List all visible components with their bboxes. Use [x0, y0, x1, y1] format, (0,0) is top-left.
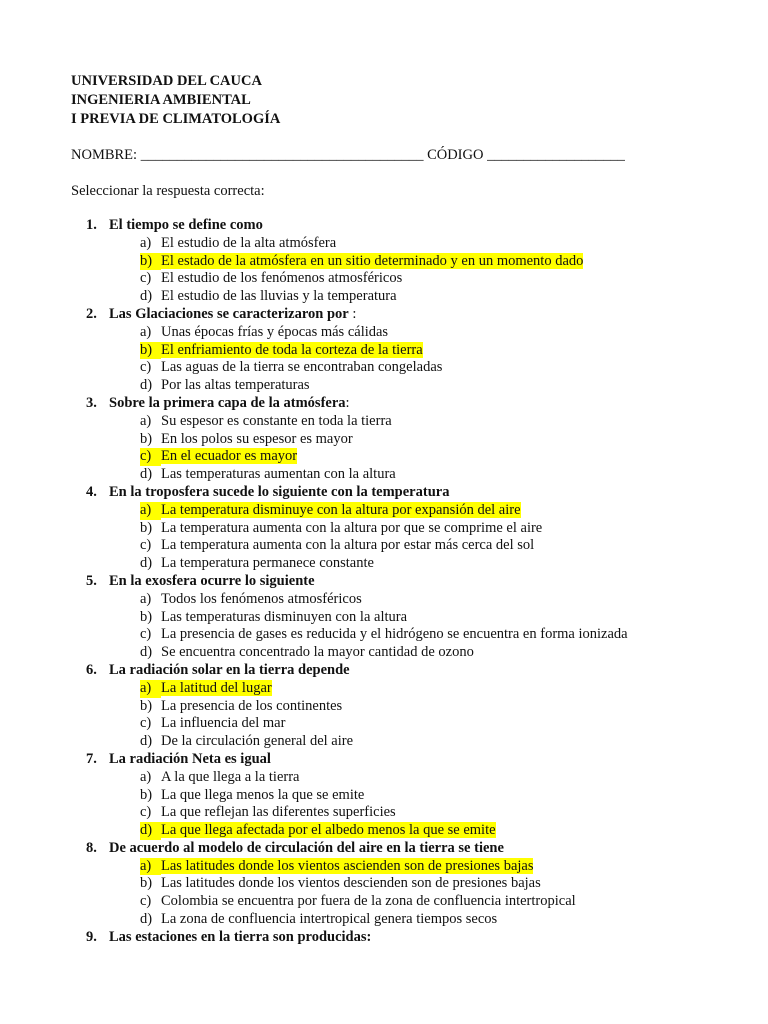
question-text: Sobre la primera capa de la atmósfera — [109, 394, 346, 411]
option-letter: b) — [140, 342, 161, 360]
answer-option-highlighted — [71, 253, 711, 271]
option-list — [71, 413, 711, 484]
option-letter: a) — [140, 234, 152, 251]
option-text: El enfriamiento de toda la corteza de la tierra — [161, 341, 423, 358]
answer-option — [71, 235, 711, 253]
option-text: A la que llega a la tierra — [161, 768, 300, 785]
question-item — [71, 395, 711, 484]
answer-option — [71, 591, 711, 609]
option-text: En los polos su espesor es mayor — [161, 430, 353, 447]
option-letter: a) — [140, 590, 152, 607]
option-list — [71, 591, 711, 662]
option-letter: d) — [140, 644, 153, 661]
option-letter: b) — [140, 519, 153, 536]
option-letter: c) — [140, 715, 152, 732]
option-text: La temperatura aumenta con la altura por estar más cerca del sol — [161, 537, 535, 554]
question-punctuation: : — [348, 305, 357, 322]
option-letter: d) — [140, 733, 153, 750]
answer-option — [71, 413, 711, 431]
answer-option — [71, 698, 711, 716]
question-number: 2. — [86, 305, 97, 322]
question-item — [71, 929, 711, 947]
option-text: Su espesor es constante en toda la tierra — [161, 412, 392, 429]
option-text: La presencia de gases es reducida y el hidrógeno se encuentra en forma ionizada — [161, 626, 628, 643]
option-letter: b) — [140, 786, 153, 803]
answer-option — [71, 359, 711, 377]
answer-option — [71, 875, 711, 893]
option-text: La zona de confluencia intertropical genera tiempos secos — [161, 911, 498, 928]
option-letter: a) — [140, 768, 152, 785]
option-text: El estudio de la alta atmósfera — [161, 234, 337, 251]
question-text: En la troposfera sucede lo siguiente con la temperatura — [109, 483, 450, 500]
option-text: El estado de la atmósfera en un sitio determinado y en un momento dado — [161, 252, 584, 269]
answer-option — [71, 466, 711, 484]
question-heading — [71, 573, 711, 591]
option-list — [71, 235, 711, 306]
answer-option — [71, 431, 711, 449]
question-item — [71, 751, 711, 840]
answer-option — [71, 893, 711, 911]
option-letter: b) — [140, 430, 153, 447]
question-number: 8. — [86, 839, 97, 856]
question-number: 1. — [86, 217, 97, 233]
option-letter: c) — [140, 270, 152, 287]
option-letter: a) — [140, 502, 161, 520]
option-letter: b) — [140, 608, 153, 625]
question-text: La radiación Neta es igual — [109, 750, 271, 767]
option-letter: d) — [140, 911, 153, 928]
option-text: La que llega menos la que se emite — [161, 786, 365, 803]
option-letter: d) — [140, 466, 153, 483]
option-text: Todos los fenómenos atmosféricos — [161, 590, 362, 607]
option-text: La temperatura permanece constante — [161, 555, 374, 572]
question-item — [71, 306, 711, 395]
option-text: Las latitudes donde los vientos descienden son de presiones bajas — [161, 875, 541, 892]
answer-option — [71, 520, 711, 538]
question-heading — [71, 662, 711, 680]
option-text: Se encuentra concentrado la mayor cantidad de ozono — [161, 644, 474, 661]
option-list — [71, 680, 711, 751]
option-letter: a) — [140, 858, 161, 876]
option-letter: b) — [140, 697, 153, 714]
question-number: 3. — [86, 394, 97, 411]
option-text: El estudio de los fenómenos atmosféricos — [161, 270, 403, 287]
answer-option — [71, 787, 711, 805]
option-list — [71, 502, 711, 573]
question-heading — [71, 484, 711, 502]
option-letter: c) — [140, 893, 152, 910]
answer-option — [71, 911, 711, 929]
question-text: En la exosfera ocurre lo siguiente — [109, 572, 315, 589]
option-text: Las aguas de la tierra se encontraban congeladas — [161, 359, 443, 376]
question-item — [71, 484, 711, 573]
exam-title: I PREVIA DE CLIMATOLOGÍA — [71, 111, 281, 127]
university-name: UNIVERSIDAD DEL CAUCA — [71, 73, 262, 89]
instructions: Seleccionar la respuesta correcta: — [71, 183, 265, 199]
option-text: La temperatura aumenta con la altura por que se comprime el aire — [161, 519, 543, 536]
answer-option — [71, 804, 711, 822]
answer-option — [71, 769, 711, 787]
question-heading — [71, 840, 711, 858]
question-number: 5. — [86, 572, 97, 589]
question-text: Las Glaciaciones se caracterizaron por — [109, 305, 349, 322]
question-text: El tiempo se define como — [109, 217, 263, 233]
question-item — [71, 573, 711, 662]
question-heading — [71, 929, 711, 947]
question-punctuation: : — [345, 394, 350, 411]
option-letter: c) — [140, 804, 152, 821]
answer-option-highlighted — [71, 858, 711, 876]
question-text: De acuerdo al modelo de circulación del aire en la tierra se tiene — [109, 839, 504, 856]
option-text: La temperatura disminuye con la altura por expansión del aire — [161, 501, 521, 518]
answer-option-highlighted — [71, 822, 711, 840]
question-heading — [71, 306, 711, 324]
question-number: 4. — [86, 483, 97, 500]
question-heading — [71, 751, 711, 769]
answer-option — [71, 733, 711, 751]
option-text: La presencia de los continentes — [161, 697, 343, 714]
question-item — [71, 217, 711, 306]
option-letter: b) — [140, 253, 161, 271]
question-item — [71, 662, 711, 751]
option-letter: a) — [140, 412, 152, 429]
answer-option — [71, 715, 711, 733]
option-letter: d) — [140, 822, 161, 840]
answer-option — [71, 377, 711, 395]
option-text: Las temperaturas disminuyen con la altura — [161, 608, 408, 625]
option-text: La que reflejan las diferentes superficies — [161, 804, 396, 821]
option-list — [71, 858, 711, 929]
option-letter: d) — [140, 377, 153, 394]
question-text: La radiación solar en la tierra depende — [109, 661, 350, 678]
option-text: La que llega afectada por el albedo menos la que se emite — [161, 822, 496, 839]
option-text: Las latitudes donde los vientos ascienden son de presiones bajas — [161, 857, 534, 874]
option-letter: c) — [140, 359, 152, 376]
option-letter: d) — [140, 288, 153, 305]
option-letter: c) — [140, 537, 152, 554]
answer-option-highlighted — [71, 342, 711, 360]
name-code-line: NOMBRE: _______________________________________ CÓDIGO ___________________ — [71, 147, 625, 163]
option-text: La influencia del mar — [161, 715, 286, 732]
question-number: 7. — [86, 750, 97, 767]
question-heading — [71, 395, 711, 413]
program-name: INGENIERIA AMBIENTAL — [71, 92, 251, 108]
option-text: El estudio de las lluvias y la temperatura — [161, 288, 397, 305]
option-text: Por las altas temperaturas — [161, 377, 310, 394]
option-list — [71, 324, 711, 395]
option-letter: c) — [140, 626, 152, 643]
question-list — [71, 217, 711, 947]
answer-option — [71, 288, 711, 306]
option-text: De la circulación general del aire — [161, 733, 354, 750]
answer-option — [71, 609, 711, 627]
answer-option — [71, 626, 711, 644]
answer-option-highlighted — [71, 448, 711, 466]
option-letter: a) — [140, 323, 152, 340]
question-number: 9. — [86, 928, 97, 945]
option-list — [71, 769, 711, 840]
question-text: Las estaciones en la tierra son producidas: — [109, 928, 372, 945]
answer-option — [71, 270, 711, 288]
option-text: Colombia se encuentra por fuera de la zona de confluencia intertropical — [161, 893, 576, 910]
answer-option — [71, 644, 711, 662]
answer-option — [71, 555, 711, 573]
answer-option-highlighted — [71, 680, 711, 698]
option-text: En el ecuador es mayor — [161, 448, 298, 465]
answer-option-highlighted — [71, 502, 711, 520]
question-item — [71, 840, 711, 929]
option-text: Las temperaturas aumentan con la altura — [161, 466, 396, 483]
question-heading — [71, 217, 711, 235]
option-letter: c) — [140, 448, 161, 466]
option-text: La latitud del lugar — [161, 679, 272, 696]
answer-option — [71, 324, 711, 342]
question-number: 6. — [86, 661, 97, 678]
exam-page — [71, 72, 711, 947]
option-letter: d) — [140, 555, 153, 572]
option-letter: b) — [140, 875, 153, 892]
option-letter: a) — [140, 680, 161, 698]
answer-option — [71, 537, 711, 555]
option-text: Unas épocas frías y épocas más cálidas — [161, 323, 389, 340]
